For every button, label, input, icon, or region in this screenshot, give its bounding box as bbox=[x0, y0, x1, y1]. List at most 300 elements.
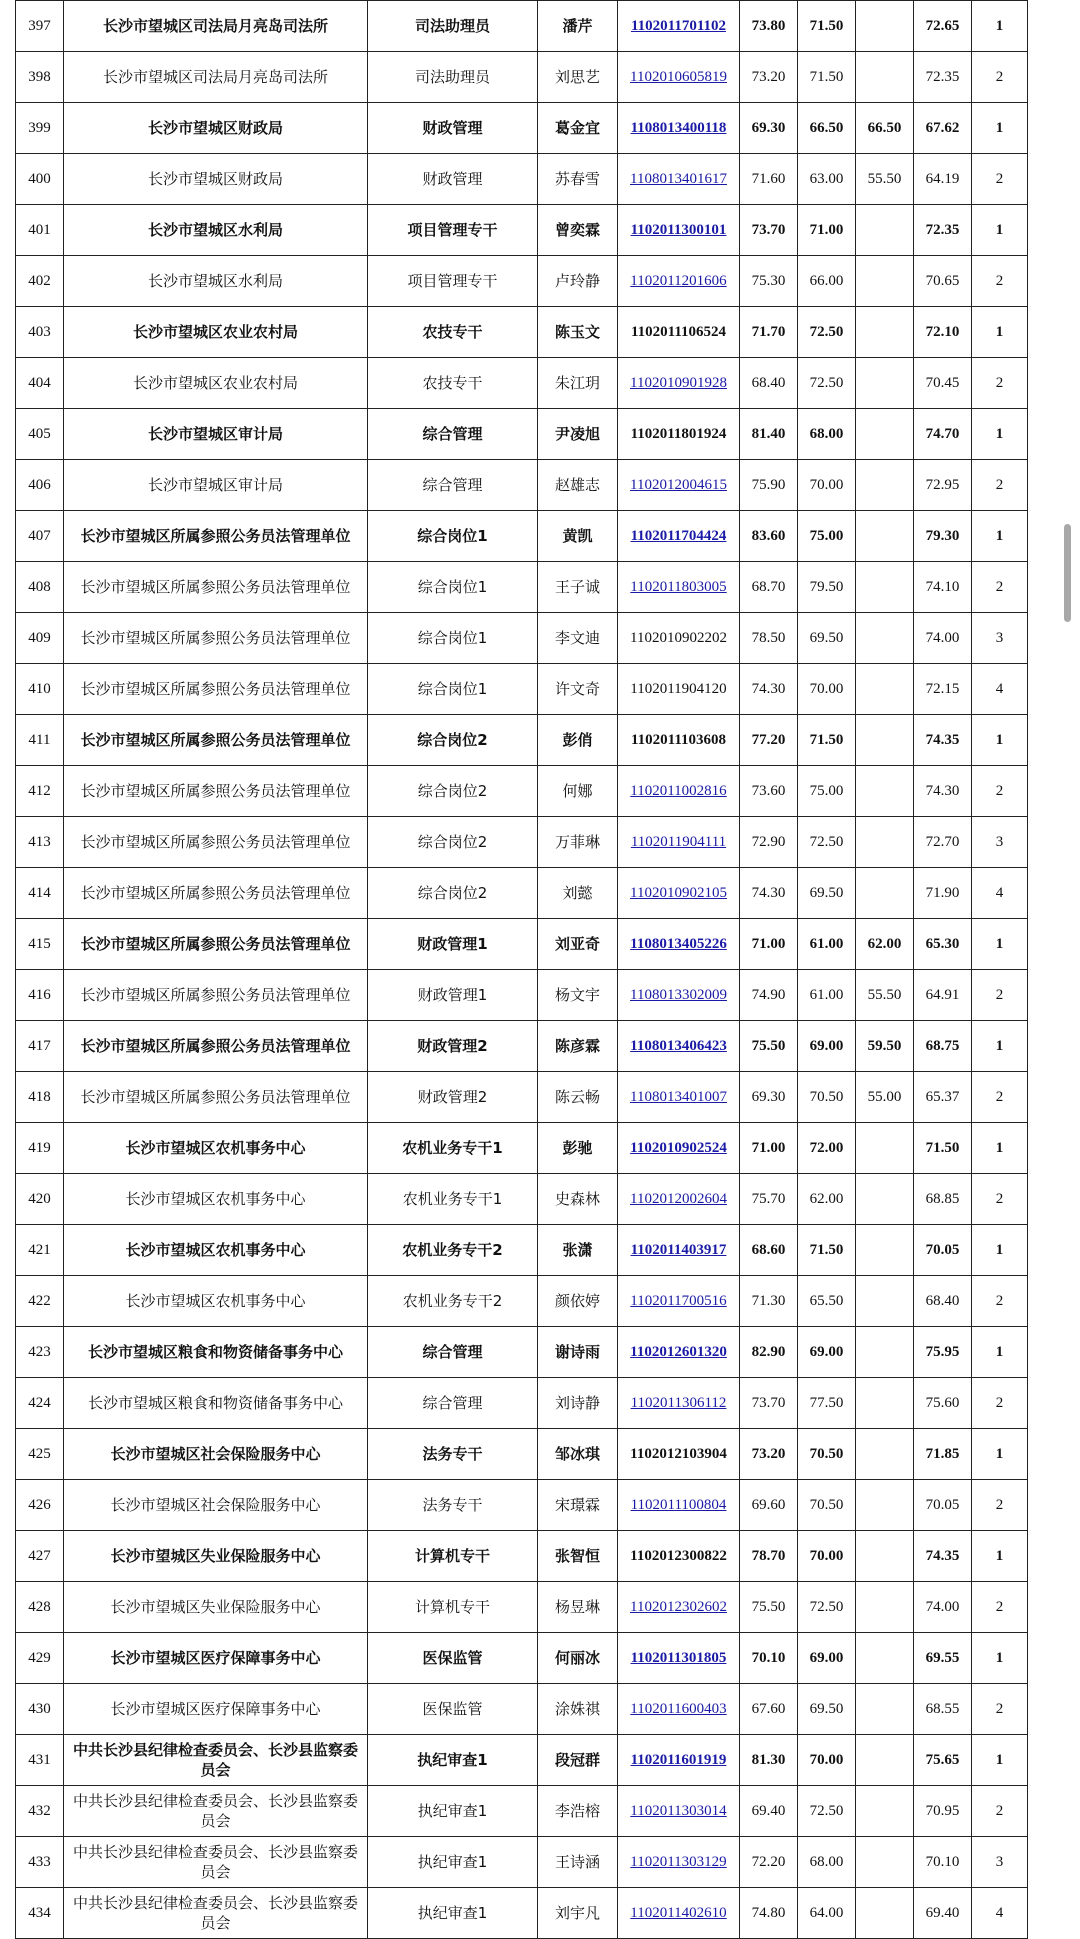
exam-number-cell bbox=[618, 154, 740, 205]
exam-number-link[interactable]: 1102011600403 bbox=[630, 1701, 727, 1717]
exam-number-cell: 1102011103608 bbox=[618, 715, 740, 766]
exam-number-link[interactable]: 1102011303129 bbox=[630, 1854, 727, 1870]
score-2-cell: 70.50 bbox=[798, 1072, 856, 1123]
department-cell: 长沙市望城区所属参照公务员法管理单位 bbox=[64, 766, 368, 817]
exam-number-cell bbox=[618, 1786, 740, 1837]
candidate-name-cell: 刘宇凡 bbox=[538, 1888, 618, 1939]
exam-number-cell bbox=[618, 460, 740, 511]
position-cell: 农机业务专干1 bbox=[368, 1174, 538, 1225]
table-row bbox=[16, 256, 1028, 307]
exam-number-cell bbox=[618, 919, 740, 970]
row-index: 430 bbox=[16, 1684, 64, 1735]
candidate-name-cell: 史森林 bbox=[538, 1174, 618, 1225]
score-3-cell bbox=[856, 715, 914, 766]
total-score-cell: 65.37 bbox=[914, 1072, 972, 1123]
score-2-cell: 68.00 bbox=[798, 1837, 856, 1888]
rank-cell: 2 bbox=[972, 52, 1028, 103]
exam-number-cell bbox=[618, 1633, 740, 1684]
score-3-cell bbox=[856, 562, 914, 613]
row-index: 428 bbox=[16, 1582, 64, 1633]
candidate-name-cell: 张潇 bbox=[538, 1225, 618, 1276]
rank-cell: 4 bbox=[972, 1888, 1028, 1939]
exam-number-link[interactable]: 1102012601320 bbox=[630, 1344, 727, 1360]
position-cell: 医保监管 bbox=[368, 1633, 538, 1684]
row-index: 425 bbox=[16, 1429, 64, 1480]
candidate-name-cell: 杨文宇 bbox=[538, 970, 618, 1021]
score-1-cell: 81.40 bbox=[740, 409, 798, 460]
rank-cell: 1 bbox=[972, 409, 1028, 460]
total-score-cell: 70.65 bbox=[914, 256, 972, 307]
score-2-cell: 75.00 bbox=[798, 511, 856, 562]
score-3-cell bbox=[856, 664, 914, 715]
rank-cell: 2 bbox=[972, 1072, 1028, 1123]
row-index: 426 bbox=[16, 1480, 64, 1531]
department-cell: 中共长沙县纪律检查委员会、长沙县监察委员会 bbox=[64, 1786, 368, 1837]
table-row bbox=[16, 562, 1028, 613]
score-3-cell bbox=[856, 1531, 914, 1582]
score-1-cell: 71.30 bbox=[740, 1276, 798, 1327]
score-3-cell: 62.00 bbox=[856, 919, 914, 970]
department-cell: 长沙市望城区所属参照公务员法管理单位 bbox=[64, 664, 368, 715]
exam-number-link[interactable]: 1102011306112 bbox=[630, 1395, 727, 1411]
candidate-name-cell: 何娜 bbox=[538, 766, 618, 817]
candidate-name-cell: 李文迪 bbox=[538, 613, 618, 664]
table-row bbox=[16, 358, 1028, 409]
position-cell: 财政管理2 bbox=[368, 1021, 538, 1072]
table-row bbox=[16, 307, 1028, 358]
table-row bbox=[16, 409, 1028, 460]
rank-cell: 1 bbox=[972, 1327, 1028, 1378]
rank-cell: 4 bbox=[972, 664, 1028, 715]
score-2-cell: 79.50 bbox=[798, 562, 856, 613]
score-2-cell: 61.00 bbox=[798, 919, 856, 970]
position-cell: 项目管理专干 bbox=[368, 256, 538, 307]
exam-number-cell bbox=[618, 868, 740, 919]
candidate-name-cell: 刘诗静 bbox=[538, 1378, 618, 1429]
total-score-cell: 69.40 bbox=[914, 1888, 972, 1939]
table-row bbox=[16, 919, 1028, 970]
score-2-cell: 71.50 bbox=[798, 715, 856, 766]
exam-number-cell bbox=[618, 1021, 740, 1072]
rank-cell: 3 bbox=[972, 1837, 1028, 1888]
exam-number-cell: 1102011106524 bbox=[618, 307, 740, 358]
candidate-name-cell: 彭俏 bbox=[538, 715, 618, 766]
total-score-cell: 67.62 bbox=[914, 103, 972, 154]
score-2-cell: 68.00 bbox=[798, 409, 856, 460]
score-2-cell: 69.00 bbox=[798, 1327, 856, 1378]
score-1-cell: 71.00 bbox=[740, 1123, 798, 1174]
department-cell: 中共长沙县纪律检查委员会、长沙县监察委员会 bbox=[64, 1888, 368, 1939]
candidate-name-cell: 陈彦霖 bbox=[538, 1021, 618, 1072]
department-cell: 长沙市望城区粮食和物资储备事务中心 bbox=[64, 1378, 368, 1429]
rank-cell: 2 bbox=[972, 1174, 1028, 1225]
department-cell: 长沙市望城区所属参照公务员法管理单位 bbox=[64, 970, 368, 1021]
department-cell: 长沙市望城区财政局 bbox=[64, 103, 368, 154]
position-cell: 综合岗位1 bbox=[368, 613, 538, 664]
table-row bbox=[16, 868, 1028, 919]
table-row bbox=[16, 1123, 1028, 1174]
position-cell: 财政管理1 bbox=[368, 919, 538, 970]
score-1-cell: 74.30 bbox=[740, 868, 798, 919]
exam-number-cell bbox=[618, 1072, 740, 1123]
exam-number-cell bbox=[618, 205, 740, 256]
row-index: 409 bbox=[16, 613, 64, 664]
table-row bbox=[16, 1633, 1028, 1684]
candidate-name-cell: 黄凯 bbox=[538, 511, 618, 562]
rank-cell: 1 bbox=[972, 919, 1028, 970]
department-cell: 中共长沙县纪律检查委员会、长沙县监察委员会 bbox=[64, 1735, 368, 1786]
exam-number-link[interactable]: 1102011300101 bbox=[630, 222, 727, 238]
row-index: 433 bbox=[16, 1837, 64, 1888]
score-3-cell bbox=[856, 1888, 914, 1939]
department-cell: 长沙市望城区所属参照公务员法管理单位 bbox=[64, 613, 368, 664]
exam-number-link[interactable]: 1102010605819 bbox=[630, 69, 727, 85]
candidate-name-cell: 朱江玥 bbox=[538, 358, 618, 409]
exam-number-cell bbox=[618, 1837, 740, 1888]
candidate-name-cell: 葛金宜 bbox=[538, 103, 618, 154]
department-cell: 长沙市望城区农机事务中心 bbox=[64, 1225, 368, 1276]
total-score-cell: 74.00 bbox=[914, 1582, 972, 1633]
score-3-cell bbox=[856, 1735, 914, 1786]
department-cell: 长沙市望城区农业农村局 bbox=[64, 358, 368, 409]
total-score-cell: 72.95 bbox=[914, 460, 972, 511]
score-1-cell: 75.70 bbox=[740, 1174, 798, 1225]
exam-number-link[interactable]: 1102012002604 bbox=[630, 1191, 727, 1207]
exam-number-cell bbox=[618, 103, 740, 154]
score-2-cell: 70.00 bbox=[798, 460, 856, 511]
score-1-cell: 67.60 bbox=[740, 1684, 798, 1735]
position-cell: 财政管理1 bbox=[368, 970, 538, 1021]
row-index: 419 bbox=[16, 1123, 64, 1174]
rank-cell: 2 bbox=[972, 358, 1028, 409]
position-cell: 综合管理 bbox=[368, 1378, 538, 1429]
exam-number-link[interactable]: 1102012004615 bbox=[630, 477, 727, 493]
department-cell: 长沙市望城区失业保险服务中心 bbox=[64, 1582, 368, 1633]
department-cell: 长沙市望城区农业农村局 bbox=[64, 307, 368, 358]
candidate-name-cell: 杨昱琳 bbox=[538, 1582, 618, 1633]
rank-cell: 1 bbox=[972, 511, 1028, 562]
table-row bbox=[16, 1786, 1028, 1837]
score-3-cell bbox=[856, 1378, 914, 1429]
table-row bbox=[16, 1225, 1028, 1276]
exam-number-link[interactable]: 1108013405226 bbox=[630, 936, 727, 952]
rank-cell: 2 bbox=[972, 460, 1028, 511]
department-cell: 长沙市望城区所属参照公务员法管理单位 bbox=[64, 868, 368, 919]
total-score-cell: 75.65 bbox=[914, 1735, 972, 1786]
row-index: 412 bbox=[16, 766, 64, 817]
table-row bbox=[16, 1378, 1028, 1429]
score-2-cell: 72.50 bbox=[798, 1582, 856, 1633]
score-2-cell: 66.00 bbox=[798, 256, 856, 307]
total-score-cell: 70.95 bbox=[914, 1786, 972, 1837]
total-score-cell: 72.35 bbox=[914, 52, 972, 103]
exam-number-link[interactable]: 1108013400118 bbox=[630, 120, 727, 136]
row-index: 421 bbox=[16, 1225, 64, 1276]
exam-number-link[interactable]: 1108013401617 bbox=[630, 171, 727, 187]
score-2-cell: 69.50 bbox=[798, 868, 856, 919]
score-2-cell: 71.00 bbox=[798, 205, 856, 256]
score-1-cell: 78.50 bbox=[740, 613, 798, 664]
exam-number-link[interactable]: 1102011803005 bbox=[630, 579, 727, 595]
row-index: 402 bbox=[16, 256, 64, 307]
exam-number-link[interactable]: 1102011701102 bbox=[630, 18, 727, 34]
table-row bbox=[16, 817, 1028, 868]
exam-number-cell: 1102011801924 bbox=[618, 409, 740, 460]
table-row bbox=[16, 766, 1028, 817]
row-index: 408 bbox=[16, 562, 64, 613]
exam-number-cell bbox=[618, 1480, 740, 1531]
score-1-cell: 74.80 bbox=[740, 1888, 798, 1939]
score-2-cell: 72.50 bbox=[798, 307, 856, 358]
exam-number-cell bbox=[618, 1174, 740, 1225]
table-row bbox=[16, 205, 1028, 256]
exam-number-link[interactable]: 1102012302602 bbox=[630, 1599, 727, 1615]
table-row bbox=[16, 1684, 1028, 1735]
exam-number-cell bbox=[618, 511, 740, 562]
candidate-name-cell: 彭驰 bbox=[538, 1123, 618, 1174]
department-cell: 长沙市望城区社会保险服务中心 bbox=[64, 1429, 368, 1480]
exam-number-link[interactable]: 1102011601919 bbox=[630, 1752, 727, 1768]
rank-cell: 1 bbox=[972, 715, 1028, 766]
position-cell: 司法助理员 bbox=[368, 1, 538, 52]
score-3-cell bbox=[856, 1582, 914, 1633]
department-cell: 长沙市望城区社会保险服务中心 bbox=[64, 1480, 368, 1531]
exam-number-cell: 1102012103904 bbox=[618, 1429, 740, 1480]
score-1-cell: 72.90 bbox=[740, 817, 798, 868]
exam-number-link[interactable]: 1102010901928 bbox=[630, 375, 727, 391]
row-index: 418 bbox=[16, 1072, 64, 1123]
department-cell: 长沙市望城区司法局月亮岛司法所 bbox=[64, 1, 368, 52]
exam-number-link[interactable]: 1102010902105 bbox=[630, 885, 727, 901]
table-row bbox=[16, 1429, 1028, 1480]
score-1-cell: 78.70 bbox=[740, 1531, 798, 1582]
exam-number-cell bbox=[618, 817, 740, 868]
department-cell: 长沙市望城区审计局 bbox=[64, 460, 368, 511]
table-row bbox=[16, 103, 1028, 154]
position-cell: 农技专干 bbox=[368, 307, 538, 358]
total-score-cell: 70.05 bbox=[914, 1225, 972, 1276]
table-row bbox=[16, 511, 1028, 562]
score-3-cell bbox=[856, 868, 914, 919]
exam-number-link[interactable]: 1102011403917 bbox=[630, 1242, 727, 1258]
score-1-cell: 75.50 bbox=[740, 1582, 798, 1633]
position-cell: 综合管理 bbox=[368, 409, 538, 460]
total-score-cell: 70.05 bbox=[914, 1480, 972, 1531]
row-index: 404 bbox=[16, 358, 64, 409]
row-index: 424 bbox=[16, 1378, 64, 1429]
row-index: 429 bbox=[16, 1633, 64, 1684]
department-cell: 长沙市望城区司法局月亮岛司法所 bbox=[64, 52, 368, 103]
position-cell: 执纪审查1 bbox=[368, 1786, 538, 1837]
score-1-cell: 69.30 bbox=[740, 103, 798, 154]
score-2-cell: 64.00 bbox=[798, 1888, 856, 1939]
rank-cell: 3 bbox=[972, 613, 1028, 664]
total-score-cell: 68.85 bbox=[914, 1174, 972, 1225]
department-cell: 长沙市望城区水利局 bbox=[64, 205, 368, 256]
position-cell: 司法助理员 bbox=[368, 52, 538, 103]
exam-number-link[interactable]: 1102011301805 bbox=[630, 1650, 727, 1666]
score-2-cell: 70.50 bbox=[798, 1480, 856, 1531]
total-score-cell: 72.15 bbox=[914, 664, 972, 715]
total-score-cell: 68.75 bbox=[914, 1021, 972, 1072]
department-cell: 长沙市望城区失业保险服务中心 bbox=[64, 1531, 368, 1582]
score-3-cell bbox=[856, 1684, 914, 1735]
score-1-cell: 77.20 bbox=[740, 715, 798, 766]
score-3-cell bbox=[856, 511, 914, 562]
department-cell: 长沙市望城区所属参照公务员法管理单位 bbox=[64, 1021, 368, 1072]
candidate-name-cell: 尹凌旭 bbox=[538, 409, 618, 460]
position-cell: 财政管理 bbox=[368, 154, 538, 205]
exam-number-cell bbox=[618, 52, 740, 103]
table-row bbox=[16, 460, 1028, 511]
row-index: 414 bbox=[16, 868, 64, 919]
department-cell: 长沙市望城区所属参照公务员法管理单位 bbox=[64, 562, 368, 613]
exam-number-link[interactable]: 1102011201606 bbox=[630, 273, 727, 289]
rank-cell: 2 bbox=[972, 1378, 1028, 1429]
table-row bbox=[16, 715, 1028, 766]
position-cell: 综合岗位1 bbox=[368, 562, 538, 613]
position-cell: 综合岗位1 bbox=[368, 664, 538, 715]
total-score-cell: 72.35 bbox=[914, 205, 972, 256]
position-cell: 农技专干 bbox=[368, 358, 538, 409]
row-index: 400 bbox=[16, 154, 64, 205]
score-3-cell bbox=[856, 1225, 914, 1276]
exam-number-cell bbox=[618, 1276, 740, 1327]
exam-number-link[interactable]: 1102011704424 bbox=[630, 528, 727, 544]
score-3-cell: 59.50 bbox=[856, 1021, 914, 1072]
row-index: 415 bbox=[16, 919, 64, 970]
position-cell: 执纪审查1 bbox=[368, 1735, 538, 1786]
row-index: 411 bbox=[16, 715, 64, 766]
exam-number-cell: 1102012300822 bbox=[618, 1531, 740, 1582]
rank-cell: 1 bbox=[972, 1123, 1028, 1174]
table-row bbox=[16, 1, 1028, 52]
score-3-cell bbox=[856, 1633, 914, 1684]
rank-cell: 1 bbox=[972, 1735, 1028, 1786]
row-index: 434 bbox=[16, 1888, 64, 1939]
exam-number-link[interactable]: 1102011402610 bbox=[630, 1905, 727, 1921]
position-cell: 综合岗位2 bbox=[368, 766, 538, 817]
row-index: 398 bbox=[16, 52, 64, 103]
rank-cell: 2 bbox=[972, 562, 1028, 613]
table-row bbox=[16, 613, 1028, 664]
score-1-cell: 71.60 bbox=[740, 154, 798, 205]
department-cell: 长沙市望城区水利局 bbox=[64, 256, 368, 307]
exam-number-link[interactable]: 1108013302009 bbox=[630, 987, 727, 1003]
table-row bbox=[16, 1174, 1028, 1225]
exam-number-link[interactable]: 1108013406423 bbox=[630, 1038, 727, 1054]
row-index: 423 bbox=[16, 1327, 64, 1378]
row-index: 401 bbox=[16, 205, 64, 256]
table-row bbox=[16, 52, 1028, 103]
exam-number-cell bbox=[618, 766, 740, 817]
score-3-cell bbox=[856, 358, 914, 409]
position-cell: 执纪审查1 bbox=[368, 1888, 538, 1939]
table-row bbox=[16, 1072, 1028, 1123]
candidate-name-cell: 许文奇 bbox=[538, 664, 618, 715]
candidate-name-cell: 万菲琳 bbox=[538, 817, 618, 868]
score-1-cell: 73.20 bbox=[740, 1429, 798, 1480]
exam-number-link[interactable]: 1108013401007 bbox=[630, 1089, 727, 1105]
row-index: 427 bbox=[16, 1531, 64, 1582]
total-score-cell: 74.30 bbox=[914, 766, 972, 817]
candidate-name-cell: 段冠群 bbox=[538, 1735, 618, 1786]
position-cell: 综合岗位1 bbox=[368, 511, 538, 562]
exam-number-link[interactable]: 1102011002816 bbox=[630, 783, 727, 799]
table-row bbox=[16, 1888, 1028, 1939]
score-3-cell bbox=[856, 766, 914, 817]
score-2-cell: 77.50 bbox=[798, 1378, 856, 1429]
score-1-cell: 81.30 bbox=[740, 1735, 798, 1786]
score-1-cell: 69.60 bbox=[740, 1480, 798, 1531]
department-cell: 长沙市望城区所属参照公务员法管理单位 bbox=[64, 1072, 368, 1123]
rank-cell: 2 bbox=[972, 256, 1028, 307]
rank-cell: 2 bbox=[972, 1684, 1028, 1735]
total-score-cell: 68.40 bbox=[914, 1276, 972, 1327]
candidate-name-cell: 邹冰琪 bbox=[538, 1429, 618, 1480]
total-score-cell: 68.55 bbox=[914, 1684, 972, 1735]
score-2-cell: 72.50 bbox=[798, 358, 856, 409]
rank-cell: 2 bbox=[972, 1276, 1028, 1327]
score-2-cell: 66.50 bbox=[798, 103, 856, 154]
department-cell: 长沙市望城区所属参照公务员法管理单位 bbox=[64, 919, 368, 970]
table-row bbox=[16, 1021, 1028, 1072]
row-index: 420 bbox=[16, 1174, 64, 1225]
rank-cell: 2 bbox=[972, 1480, 1028, 1531]
score-3-cell bbox=[856, 205, 914, 256]
results-table bbox=[15, 0, 1028, 1939]
position-cell: 综合管理 bbox=[368, 460, 538, 511]
candidate-name-cell: 苏春雪 bbox=[538, 154, 618, 205]
total-score-cell: 65.30 bbox=[914, 919, 972, 970]
department-cell: 长沙市望城区所属参照公务员法管理单位 bbox=[64, 817, 368, 868]
exam-number-link[interactable]: 1102010902524 bbox=[630, 1140, 727, 1156]
score-3-cell: 66.50 bbox=[856, 103, 914, 154]
position-cell: 医保监管 bbox=[368, 1684, 538, 1735]
row-index: 399 bbox=[16, 103, 64, 154]
exam-number-link[interactable]: 1102011100804 bbox=[630, 1497, 727, 1513]
score-1-cell: 75.30 bbox=[740, 256, 798, 307]
exam-number-link[interactable]: 1102011904111 bbox=[630, 834, 727, 850]
score-3-cell bbox=[856, 817, 914, 868]
exam-number-link[interactable]: 1102011303014 bbox=[630, 1803, 727, 1819]
exam-number-cell bbox=[618, 1582, 740, 1633]
position-cell: 财政管理2 bbox=[368, 1072, 538, 1123]
score-3-cell bbox=[856, 1837, 914, 1888]
exam-number-link[interactable]: 1102011700516 bbox=[630, 1293, 727, 1309]
scrollbar-thumb[interactable] bbox=[1064, 524, 1071, 622]
exam-number-cell bbox=[618, 1684, 740, 1735]
score-1-cell: 69.30 bbox=[740, 1072, 798, 1123]
score-1-cell: 72.20 bbox=[740, 1837, 798, 1888]
score-3-cell bbox=[856, 409, 914, 460]
department-cell: 长沙市望城区农机事务中心 bbox=[64, 1123, 368, 1174]
score-2-cell: 61.00 bbox=[798, 970, 856, 1021]
position-cell: 综合岗位2 bbox=[368, 715, 538, 766]
candidate-name-cell: 陈玉文 bbox=[538, 307, 618, 358]
score-2-cell: 70.00 bbox=[798, 664, 856, 715]
table-row bbox=[16, 1531, 1028, 1582]
row-index: 422 bbox=[16, 1276, 64, 1327]
table-row bbox=[16, 1276, 1028, 1327]
table-row bbox=[16, 970, 1028, 1021]
total-score-cell: 72.65 bbox=[914, 1, 972, 52]
row-index: 405 bbox=[16, 409, 64, 460]
department-cell: 长沙市望城区所属参照公务员法管理单位 bbox=[64, 715, 368, 766]
score-3-cell: 55.00 bbox=[856, 1072, 914, 1123]
score-1-cell: 71.70 bbox=[740, 307, 798, 358]
rank-cell: 1 bbox=[972, 103, 1028, 154]
